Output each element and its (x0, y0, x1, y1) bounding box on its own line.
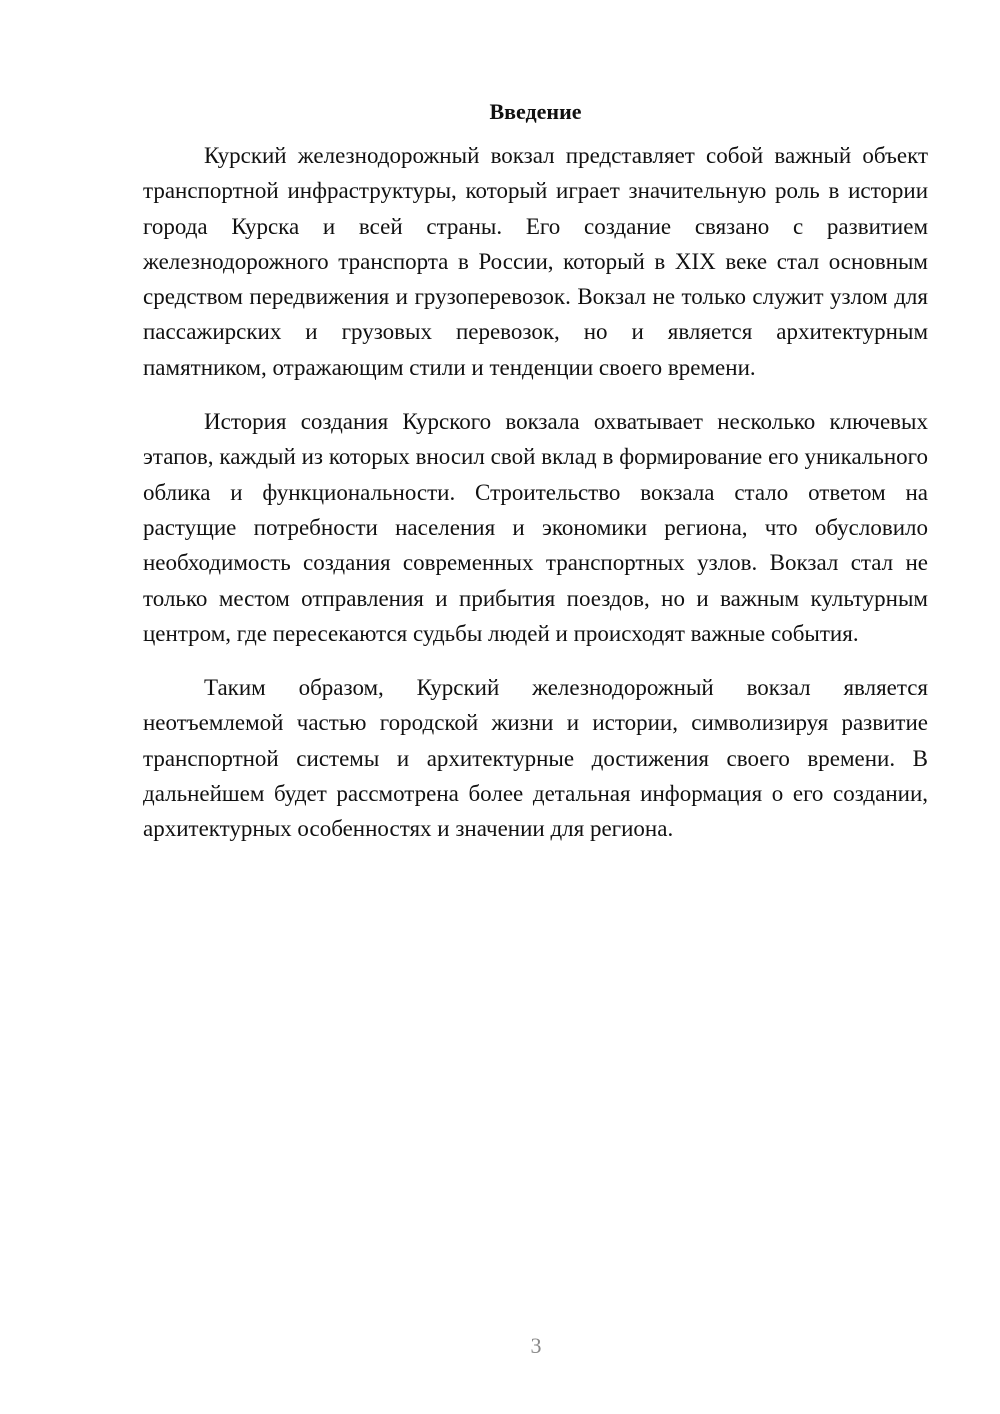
section-title: Введение (489, 99, 582, 124)
paragraph-2: История создания Курского вокзала охватывает несколько ключевых этапов, каждый из которых вносил свой вклад в формирование его уникального облика и функциональности. Строительство вокзала стало ответом на растущие потребности населения и экономики региона, что обусловило необходимость создания современных транспортных узлов. Вокзал стал не только местом отправления и прибытия поездов, но и важным культурным центром, где пересекаются судьбы людей и происходят важные события. (143, 409, 928, 646)
page-content (143, 96, 928, 847)
paragraph-3: Таким образом, Курский железнодорожный вокзал является неотъемлемой частью городской жизни и истории, символизируя развитие транспортной системы и архитектурные достижения своего времени. В дальнейшем будет рассмотрена более детальная информация о его создании, архитектурных особенностях и значении для региона. (143, 675, 928, 842)
page-number: 3 (530, 1333, 542, 1358)
paragraph-1: Курский железнодорожный вокзал представляет собой важный объект транспортной инфраструктуры, который играет значительную роль в истории города Курска и всей страны. Его создание связано с развитием железнодорожного транспорта в России, который в XIX веке стал основным средством передвижения и грузоперевозок. Вокзал не только служит узлом для пассажирских и грузовых перевозок, но и является архитектурным памятником, отражающим стили и тенденции своего времени. (143, 143, 928, 380)
